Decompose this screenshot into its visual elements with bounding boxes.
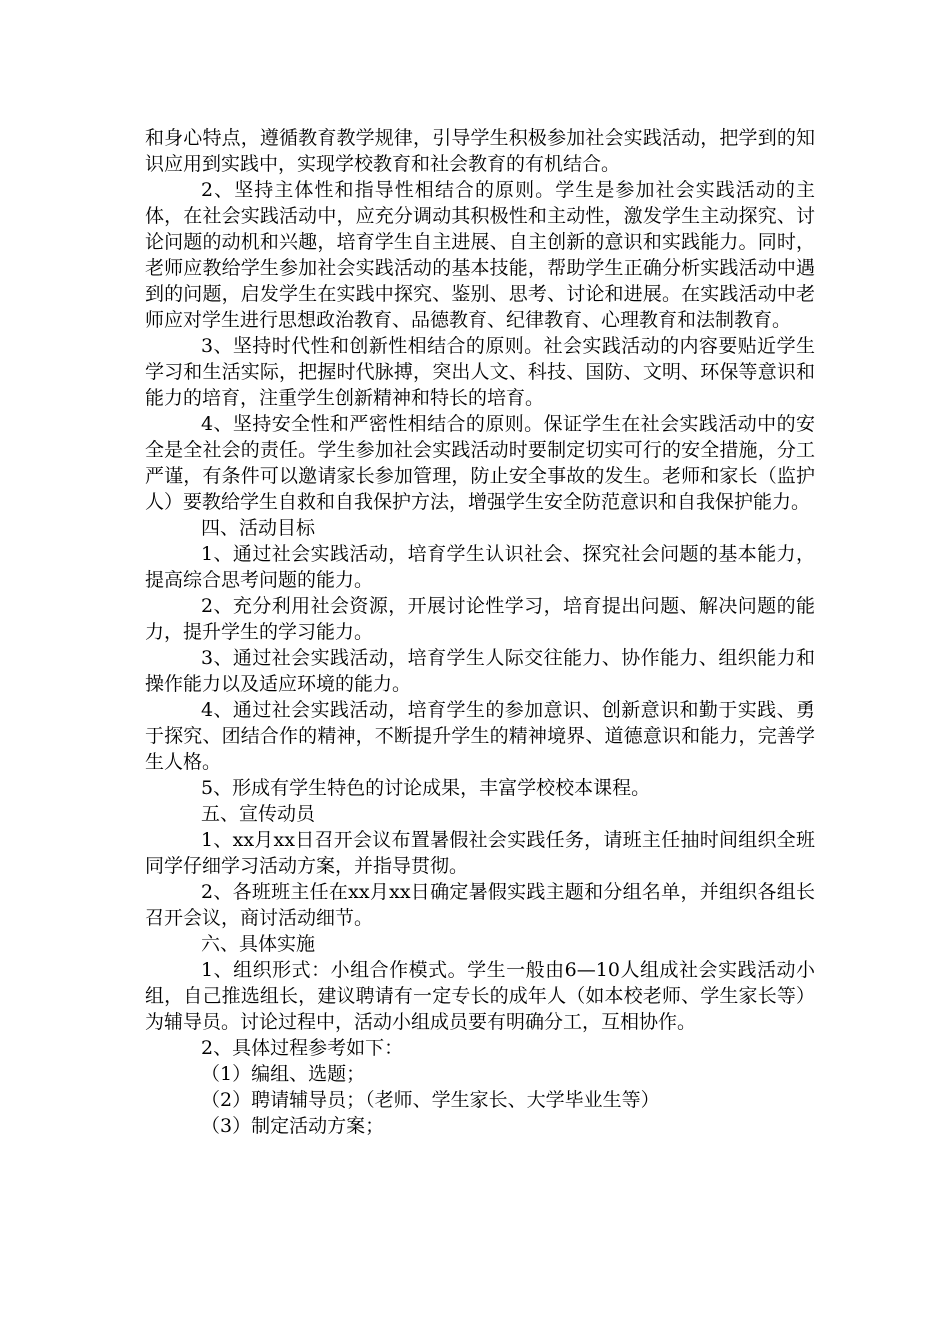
goal-1-paragraph: 1、通过社会实践活动，培育学生认识社会、探究社会问题的基本能力，提高综合思考问题的能力。 (145, 543, 815, 591)
document-body (145, 125, 815, 1139)
implementation-1-paragraph: 1、组织形式：小组合作模式。学生一般由6—10人组成社会实践活动小组，自己推选组长，建议聘请有一定专长的成年人（如本校老师、学生家长等）为辅导员。讨论过程中，活动小组成员要有明确分工，互相协作。 (145, 959, 815, 1033)
principle-3-paragraph: 3、坚持时代性和创新性相结合的原则。社会实践活动的内容要贴近学生学习和生活实际，把握时代脉搏，突出人文、科技、国防、文明、环保等意识和能力的培育，注重学生创新精神和特长的培育。 (145, 335, 815, 409)
section-heading-implementation: 六、具体实施 (201, 933, 316, 955)
implementation-2-paragraph: 2、具体过程参考如下： (201, 1037, 404, 1059)
process-step-2: （2）聘请辅导员；（老师、学生家长、大学毕业生等） (201, 1089, 660, 1111)
publicity-2-paragraph: 2、各班班主任在xx月xx日确定暑假实践主题和分组名单，并组织各组长召开会议，商讨活动细节。 (145, 881, 815, 929)
section-heading-goals: 四、活动目标 (201, 517, 316, 539)
process-step-3: （3）制定活动方案； (201, 1115, 385, 1137)
principle-4-paragraph: 4、坚持安全性和严密性相结合的原则。保证学生在社会实践活动中的安全是全社会的责任。学生参加社会实践活动时要制定切实可行的安全措施，分工严谨，有条件可以邀请家长参加管理，防止安全事故的发生。老师和家长（监护人）要教给学生自救和自我保护方法，增强学生安全防范意识和自我保护能力。 (145, 413, 815, 513)
goal-5-paragraph: 5、形成有学生特色的讨论成果，丰富学校校本课程。 (201, 777, 651, 799)
publicity-1-paragraph: 1、xx月xx日召开会议布置暑假社会实践任务，请班主任抽时间组织全班同学仔细学习活动方案，并指导贯彻。 (145, 829, 815, 877)
goal-2-paragraph: 2、充分利用社会资源，开展讨论性学习，培育提出问题、解决问题的能力，提升学生的学习能力。 (145, 595, 815, 643)
goal-3-paragraph: 3、通过社会实践活动，培育学生人际交往能力、协作能力、组织能力和操作能力以及适应环境的能力。 (145, 647, 815, 695)
goal-4-paragraph: 4、通过社会实践活动，培育学生的参加意识、创新意识和勤于实践、勇于探究、团结合作的精神，不断提升学生的精神境界、道德意识和能力，完善学生人格。 (145, 699, 815, 773)
process-step-1: （1）编组、选题； (201, 1063, 366, 1085)
principle-2-paragraph: 2、坚持主体性和指导性相结合的原则。学生是参加社会实践活动的主体，在社会实践活动中，应充分调动其积极性和主动性，激发学生主动探究、讨论问题的动机和兴趣，培育学生自主进展、自主创新的意识和实践能力。同时，老师应教给学生参加社会实践活动的基本技能，帮助学生正确分析实践活动中遇到的问题，启发学生在实践中探究、鉴别、思考、讨论和进展。在实践活动中老师应对学生进行思想政治教育、品德教育、纪律教育、心理教育和法制教育。 (145, 179, 815, 331)
section-heading-publicity: 五、宣传动员 (201, 803, 316, 825)
paragraph-continuation: 和身心特点，遵循教育教学规律，引导学生积极参加社会实践活动，把学到的知识应用到实践中，实现学校教育和社会教育的有机结合。 (145, 127, 815, 175)
